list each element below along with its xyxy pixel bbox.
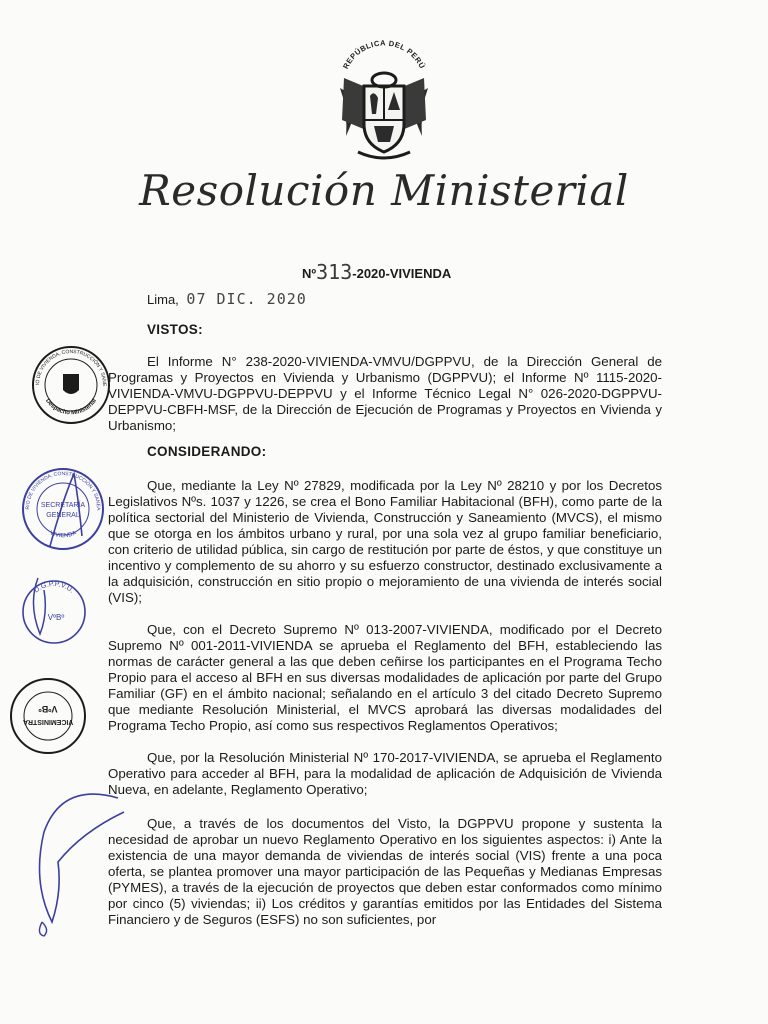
resolution-suffix: -2020-VIVIENDA — [352, 266, 452, 281]
stamp1-bottom-text: Despacho Ministerial — [43, 398, 99, 417]
coat-of-arms — [328, 40, 440, 166]
round-stamp-icon — [18, 574, 90, 646]
stamp2-center-bottom: GENERAL — [46, 512, 80, 519]
signature-icon — [22, 772, 132, 942]
stamp-secretaria-general — [20, 466, 106, 552]
stamp-viceministra — [8, 676, 88, 756]
stamp3-center: VºBº — [47, 613, 65, 622]
document-title: Resolución Ministerial — [139, 166, 629, 215]
considerando-paragraph-2: Que, con el Decreto Supremo Nº 013-2007-VIVIENDA, modificado por el Decreto Supremo Nº 001-2011-VIVIENDA se aprueba el Reglamento del BFH, estableciendo las normas de carácter general a las que deben ceñirse los participantes en el Programa Techo Propio para el acceso al BFH en sus diversas modalidades de aplicación por parte del Grupo Familiar (GF) en el ámbito nacional; señalando en el artículo 3 del citado Decreto Supremo que mediante Resolución Ministerial, el MVCS aprobará las diversas modalidades del Programa Techo Propio, así como sus respectivos Reglamentos Operativos; — [108, 622, 662, 733]
handwritten-signature — [22, 772, 132, 942]
resolution-number-handwritten: 313 — [316, 260, 353, 284]
considerando-paragraph-4: Que, a través de los documentos del Visto, la DGPPVU propone y sustenta la necesidad de aprobar un nuevo Reglamento Operativo en los siguientes aspectos: i) Ante la existencia de una mayor demanda de viviendas de interés social (VIS) frente a una poca oferta, se plantea promover una mayor participación de las Pequeñas y Medianas Empresas (PYMES), a través de la ejecución de proyectos que deben estar conformados como mínimo por cinco (5) viviendas; ii) Los créditos y garantías emitidos por las Entidades del Sistema Financiero y de Seguros (ESFS) no son suficientes, por — [108, 816, 662, 927]
vistos-heading: VISTOS: — [147, 322, 203, 337]
stamp-despacho-ministerial — [30, 344, 112, 426]
considerando-paragraph-3: Que, por la Resolución Ministerial Nº 170-2017-VIVIENDA, se aprueba el Reglamento Operativo para acceder al BFH, para la modalidad de aplicación de Adquisición de Vivienda Nueva, en adelante, Reglamento Operativo; — [108, 750, 662, 797]
stamp4-center-bottom: VºBº — [38, 704, 58, 714]
stamp4-center-top: VICEMINISTRA — [22, 718, 74, 725]
coat-of-arms-icon — [328, 40, 440, 166]
stamp-dgppvu — [18, 574, 90, 646]
stamp3-top-text: D.G.P.P.V.U. — [33, 580, 76, 595]
seal-caption: REPÚBLICA DEL PERÚ — [341, 40, 427, 71]
date-line — [147, 290, 307, 308]
stamp2-bottom-text: VIVIENDA — [48, 530, 78, 540]
svg-text:REPÚBLICA DEL PERÚ — [341, 40, 427, 70]
round-stamp-icon — [20, 466, 106, 552]
stamp2-center-top: SECRETARÍA — [40, 502, 86, 509]
stamped-date: 07 DIC. 2020 — [186, 290, 307, 308]
considerando-heading: CONSIDERANDO: — [147, 444, 267, 459]
stamp2-top-text: RIO DE VIVIENDA, CONSTRUCCIÓN Y SANEA — [24, 470, 102, 511]
date-city: Lima, — [147, 292, 179, 307]
vistos-paragraph: El Informe N° 238-2020-VIVIENDA-VMVU/DGPPVU, de la Dirección General de Programas y Proyectos en Vivienda y Urbanismo (DGPPVU); el Informe Nº 1115-2020-VIVIENDA-VMVU-DGPPVU-DEPPVU y el Informe Técnico Legal N° 026-2020-DGPPVU-DEPPVU-CBFH-MSF, de la Dirección de Ejecución de Programas y Proyectos en Vivienda y Urbanismo; — [108, 354, 662, 433]
resolution-number — [302, 260, 451, 284]
svg-text:Despacho Ministerial — [44, 398, 98, 417]
considerando-paragraph-1: Que, mediante la Ley Nº 27829, modificada por la Ley Nº 28210 y por los Decretos Legislativos Nºs. 1037 y 1226, se crea el Bono Familiar Habitacional (BFH), como parte de la política sectorial del Ministerio de Vivienda, Construcción y Saneamiento (MVCS), el mismo que se otorga en los ámbitos urbano y rural, por una sola vez al grupo familiar beneficiario, con criterio de utilidad pública, sin cargo de restitución por parte de éstos, y que constituye un incentivo y complemento de su ahorro y su esfuerzo constructor, destinado exclusivamente a la adquisición, construcción en sitio propio o mejoramiento de una vivienda de interés social (VIS); — [108, 478, 662, 605]
round-stamp-icon — [30, 344, 112, 426]
resolution-prefix: Nº — [302, 266, 317, 281]
svg-text:D.G.P.P.V.U. — [33, 581, 75, 595]
round-stamp-icon — [8, 676, 88, 756]
stamp1-top-text: IO DE VIVIENDA, CONSTRUCCIÓN Y SANE — [34, 348, 108, 387]
